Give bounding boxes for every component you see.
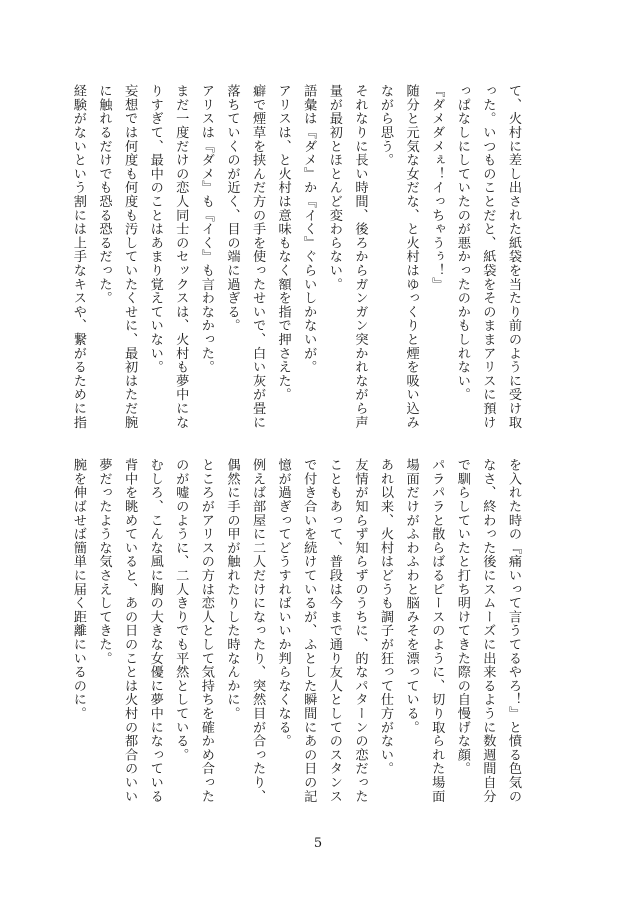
text-block-bottom [70,458,526,803]
paragraph: 『ダメダメぇ！イっちゃうぅ！』 [429,84,445,291]
paragraph: まだ一度だけの恋人同士のセックスは、火村も夢中になりすぎて、最中のことはあまり覚えていない。 [147,84,189,429]
paragraph: 例えば部屋に二人だけになったり、突然目が合ったり、偶然に手の甲が触れたりした時なんかに。 [224,458,266,803]
paragraph: 癖で煙草を挟んだ方の手を使ったせいで、白い灰が畳に落ちていくのが近く、目の端に過ぎる。 [224,84,266,429]
paragraph: ところがアリスの方は恋人として気持ちを確かめ合ったのが嘘のように、二人きりでも平然としている。 [173,458,214,803]
paragraph: 友情が知らず知らずのうちに、的なパターンの恋だったこともあって、普段は今まで通り友人としてのスタンスで付き合いを続けているが、ふとした瞬間にあの日の記憶が過ぎってどうすればいいか判らなくなる。 [275,458,368,803]
paragraph: むしろ、こんな風に胸の大きな女優に夢中になっている背中を眺めていると、あの日のことは火村の都合のいい夢だったような気さえしてきた。 [96,458,163,803]
paragraph: 妄想では何度も何度も汚していたくせに、最初はただ腕に触れるだけでも恐る恐るだった。 [96,84,138,429]
paragraph: 随分と元気な女だな、と火村はゆっくりと煙を吸い込みながら思う。 [378,84,419,429]
text-block-top [70,84,526,429]
paragraph: アリスは『ダメ』も『イく』も言わなかった。 [198,84,214,374]
paragraph: パラパラと散らばるピースのように、切り取られた場面場面だけがふわふわと脳みそを漂っている。 [403,458,445,803]
paragraph: 語彙は『ダメ』か『イく』ぐらいしかないが。 [301,84,317,374]
paragraph: て、火村に差し出された紙袋を当たり前のように受け取った。いつものことだと、紙袋をそのままアリスに預けっぱなしにしていたのが悪かったのかもしれない。 [454,84,521,429]
paragraph: それなりに長い時間、後ろからガンガン突かれながら声量が最初とほとんど変わらない。 [326,84,368,429]
paragraph: 経験がないという割には上手なキスや、繋がるために指 [70,84,86,429]
paragraph: を入れた時の『痛いって言うてるやろ！』と憤る色気のなさ、終わった後にスムーズに出来るように数週間自分で馴らしていたと打ち明けてきた際の自慢げな顔。 [454,458,521,803]
page-number: 5 [313,836,323,851]
paragraph: アリスは、と火村は意味もなく額を指で押さえた。 [275,84,291,402]
paragraph: 腕を伸ばせば簡単に届く距離にいるのに。 [70,458,86,721]
paragraph: あれ以来、火村はどうも調子が狂って仕方がない。 [378,458,394,776]
